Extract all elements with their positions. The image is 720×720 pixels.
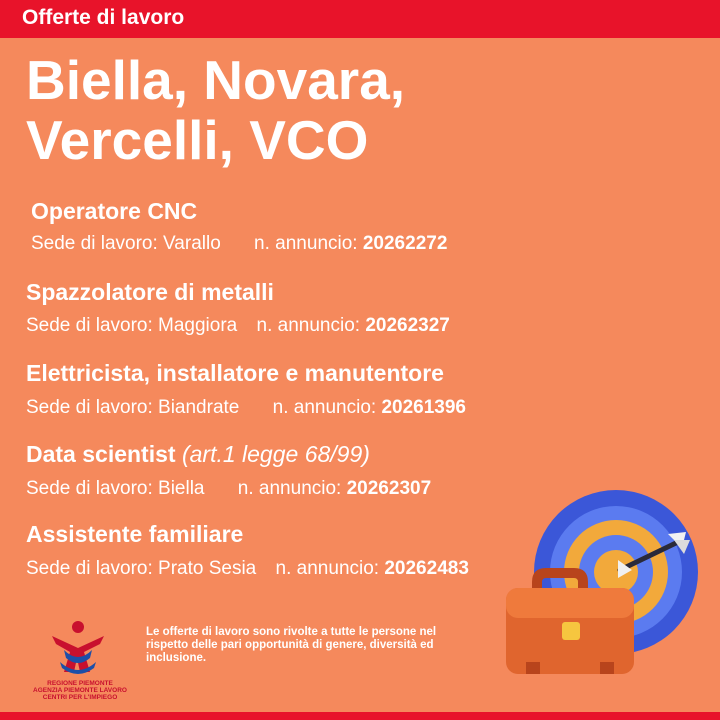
annuncio-label: n. annuncio: (256, 315, 361, 336)
annuncio-label: n. annuncio: (254, 233, 358, 254)
job-number: 20262327 (365, 315, 450, 336)
job-title-elettricista (26, 360, 444, 387)
location-label: Sede di lavoro: (26, 478, 153, 499)
header-label: Offerte di lavoro (22, 6, 185, 29)
job-title-spazzolatore (26, 279, 274, 306)
annuncio-label: n. annuncio: (272, 397, 377, 418)
location-label: Sede di lavoro: (26, 397, 153, 418)
job-details-spazzolatore (26, 315, 450, 337)
header-bar (0, 0, 720, 38)
job-details-elettricista (26, 397, 466, 419)
job-title-note: (art.1 legge 68/99) (181, 441, 370, 467)
regione-piemonte-logo (30, 618, 130, 708)
job-location: Biella (158, 478, 205, 499)
job-title-text: Assistente familiare (26, 521, 244, 547)
job-details-assistente-familiare (26, 558, 469, 580)
job-location: Varallo (163, 233, 221, 254)
job-number: 20262272 (362, 233, 448, 254)
job-number: 20261396 (381, 397, 467, 418)
job-number: 20262483 (384, 558, 469, 579)
page-title (26, 50, 405, 170)
location-label: Sede di lavoro: (26, 558, 153, 579)
job-title-data-scientist (26, 441, 370, 468)
logo-line-1: REGIONE PIEMONTE (47, 680, 113, 687)
location-label: Sede di lavoro: (31, 233, 158, 254)
footer-bar (0, 712, 720, 720)
logo-figure-icon (30, 618, 130, 680)
job-title-text: Data scientist (26, 441, 176, 467)
title-line-2: Vercelli, VCO (26, 109, 369, 171)
job-details-data-scientist (26, 478, 431, 500)
title-line-1: Biella, Novara, (26, 49, 406, 111)
logo-line-3: CENTRI PER L'IMPIEGO (42, 694, 118, 701)
job-location: Biandrate (158, 397, 240, 418)
logo-line-2: AGENZIA PIEMONTE LAVORO (33, 687, 127, 694)
job-location: Prato Sesia (158, 558, 257, 579)
job-title-assistente-familiare (26, 521, 243, 548)
job-number: 20262307 (346, 478, 432, 499)
location-label: Sede di lavoro: (26, 315, 153, 336)
job-title-text: Spazzolatore di metalli (26, 279, 274, 305)
target-briefcase-illustration (490, 490, 720, 710)
job-title-text: Elettricista, installatore e manutentore (26, 360, 444, 386)
job-title-operatore-cnc (31, 198, 197, 225)
job-title-text: Operatore CNC (31, 198, 198, 224)
annuncio-label: n. annuncio: (237, 478, 342, 499)
disclaimer-text: Le offerte di lavoro sono rivolte a tutte le persone nel rispetto delle pari opportunità di genere, diversità ed inclusione. (146, 626, 437, 664)
job-location: Maggiora (158, 315, 238, 336)
job-details-operatore-cnc (31, 233, 447, 255)
annuncio-label: n. annuncio: (275, 558, 380, 579)
